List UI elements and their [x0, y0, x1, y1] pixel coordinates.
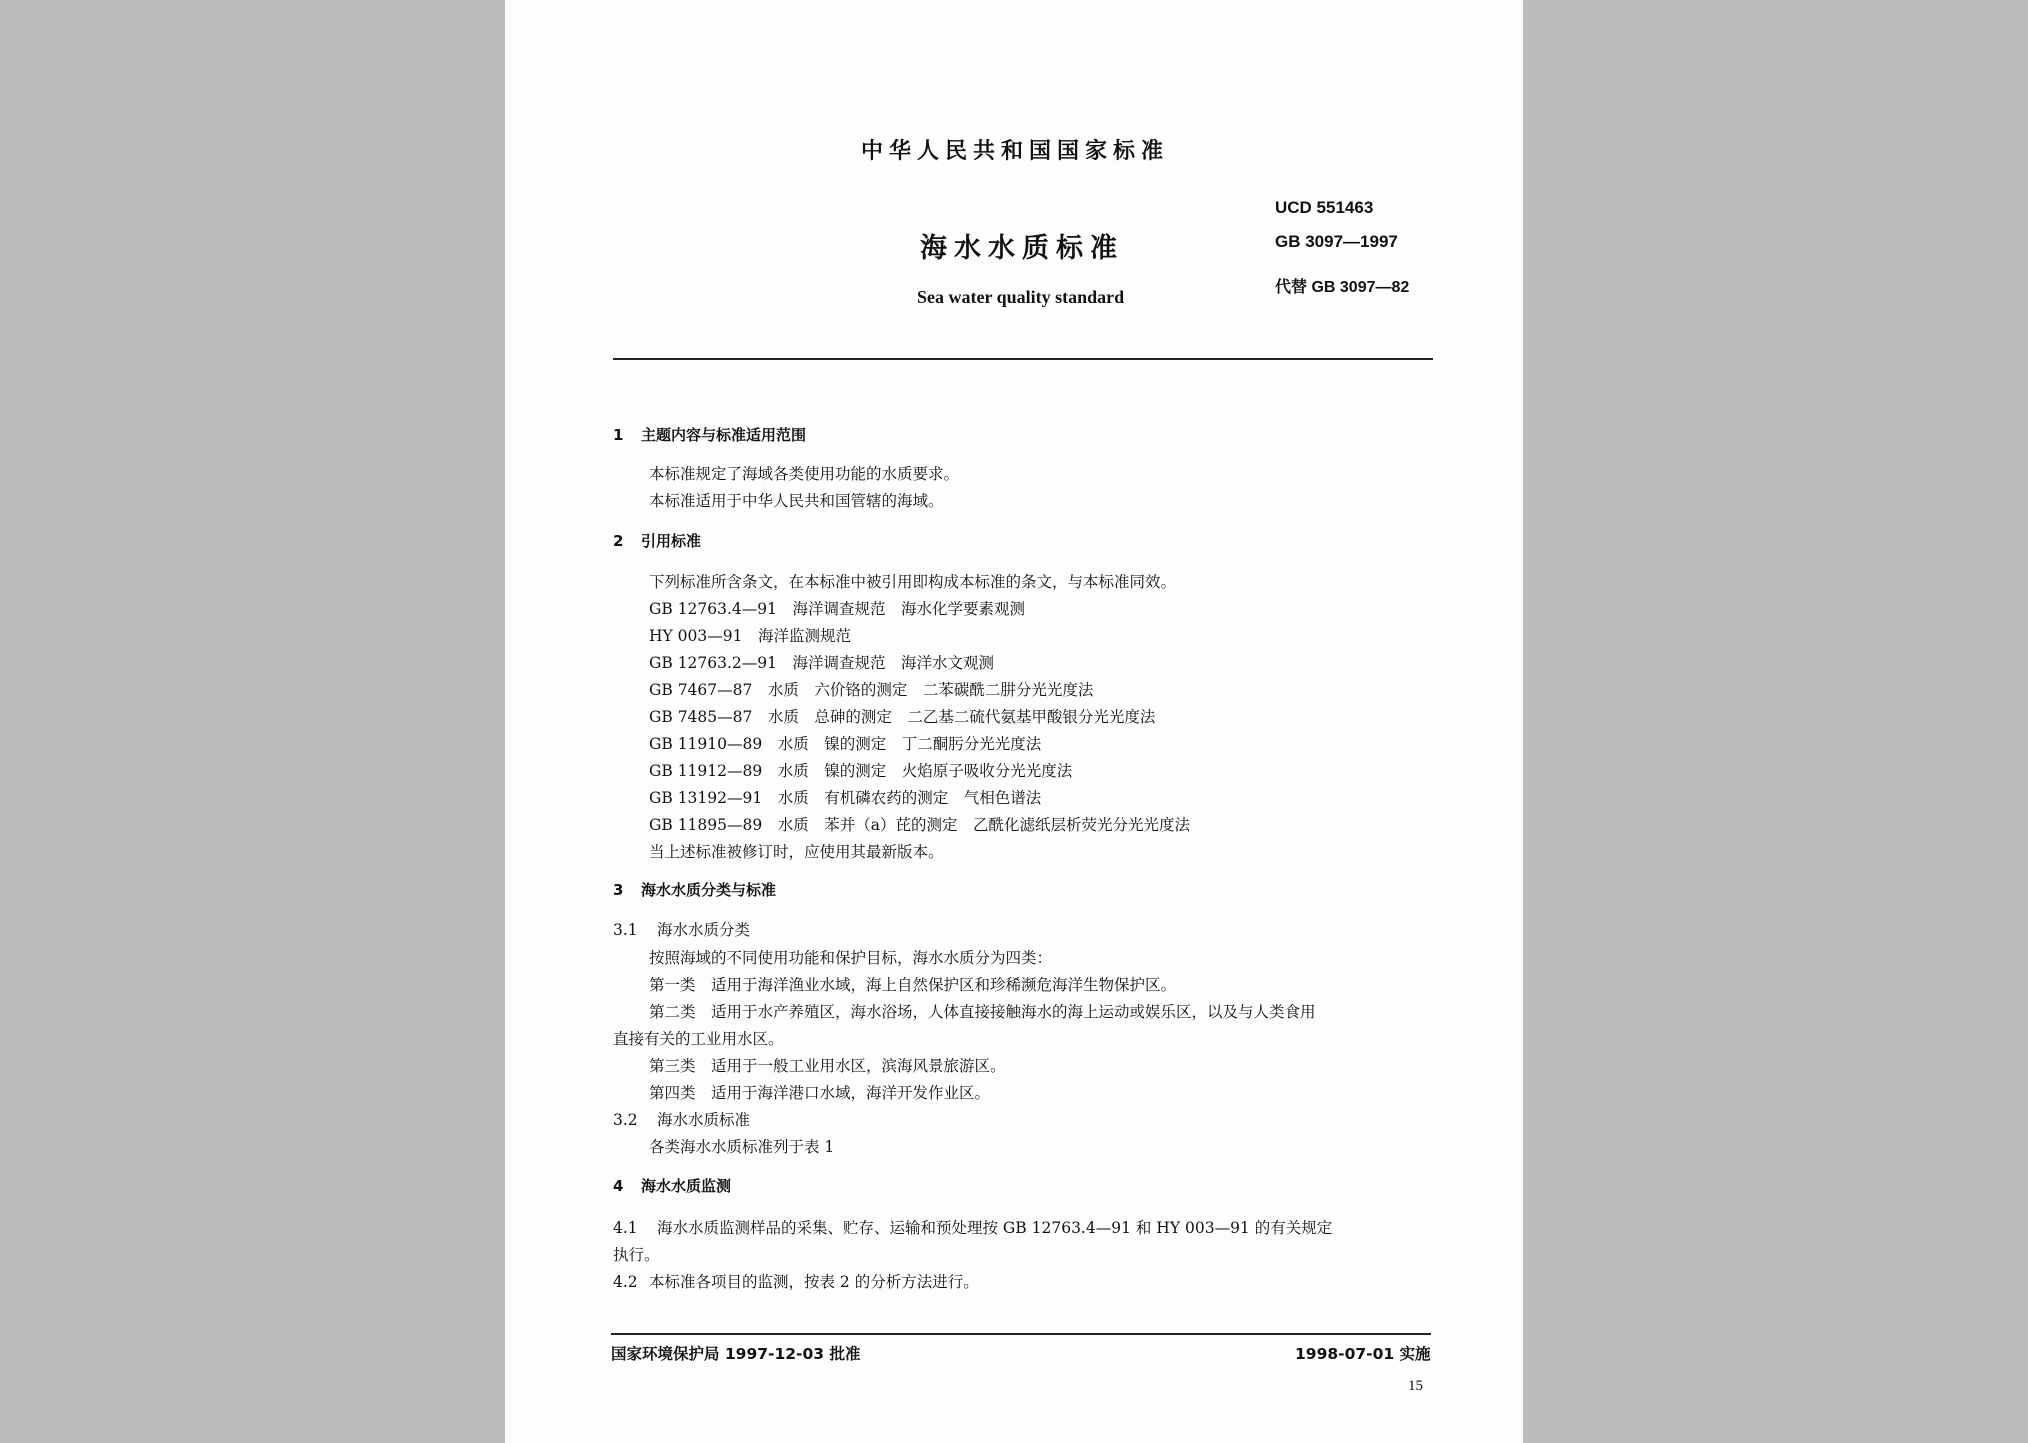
- reference-item: GB 7485—87 水质 总砷的测定 二乙基二硫代氨基甲酸银分光光度法: [649, 708, 1156, 726]
- subsection-3-2-text: 各类海水水质标准列于表 1: [649, 1138, 835, 1156]
- page-number: 15: [1408, 1378, 1423, 1394]
- gb-code: GB 3097—1997: [1275, 232, 1398, 251]
- reference-item: GB 13192—91 水质 有机磷农药的测定 气相色谱法: [649, 789, 1042, 807]
- section-1-heading: 1 主题内容与标准适用范围: [613, 426, 807, 444]
- subsection-3-2-heading: 3.2 海水水质标准: [613, 1111, 751, 1129]
- replaces-code: 代替 GB 3097—82: [1275, 279, 1410, 296]
- subsection-4-1-continued: 执行。: [613, 1246, 660, 1264]
- water-class-3: 第三类 适用于一般工业用水区，滨海风景旅游区。: [649, 1057, 1006, 1075]
- effective-date: 1998-07-01 实施: [1295, 1345, 1431, 1363]
- section-2-intro: 下列标准所含条文，在本标准中被引用即构成本标准的条文，与本标准同效。: [649, 573, 1177, 591]
- document-title: 海水水质标准: [920, 233, 1124, 264]
- water-class-2: 第二类 适用于水产养殖区，海水浴场，人体直接接触海水的海上运动或娱乐区，以及与人类食用: [649, 1003, 1316, 1021]
- reference-item: GB 7467—87 水质 六价铬的测定 二苯碳酰二肼分光光度法: [649, 681, 1094, 699]
- approval-date: 国家环境保护局 1997-12-03 批准: [611, 1345, 861, 1363]
- reference-item: GB 12763.2—91 海洋调查规范 海洋水文观测: [649, 654, 995, 672]
- subsection-3-1-intro: 按照海域的不同使用功能和保护目标，海水水质分为四类：: [649, 949, 1053, 967]
- header-divider: [613, 358, 1433, 360]
- reference-item: GB 11910—89 水质 镍的测定 丁二酮肟分光光度法: [649, 735, 1042, 753]
- subsection-4-1-text: 4.1 海水水质监测样品的采集、贮存、运输和预处理按 GB 12763.4—91 和 HY 003—91 的有关规定: [613, 1219, 1333, 1237]
- reference-item: GB 11895—89 水质 苯并（a）芘的测定 乙酰化滤纸层析荧光分光光度法: [649, 816, 1190, 834]
- section-1-paragraph: 本标准适用于中华人民共和国管辖的海域。: [649, 492, 944, 510]
- reference-item: HY 003—91 海洋监测规范: [649, 627, 851, 645]
- reference-item: GB 12763.4—91 海洋调查规范 海水化学要素观测: [649, 600, 1026, 618]
- subsection-3-1-heading: 3.1 海水水质分类: [613, 921, 751, 939]
- udc-code: UCD 551463: [1275, 198, 1374, 217]
- water-class-1: 第一类 适用于海洋渔业水域，海上自然保护区和珍稀濒危海洋生物保护区。: [649, 976, 1177, 994]
- section-4-heading: 4 海水水质监测: [613, 1177, 732, 1195]
- document-page: [505, 0, 1523, 1443]
- water-class-4: 第四类 适用于海洋港口水域，海洋开发作业区。: [649, 1084, 991, 1102]
- water-class-2-continued: 直接有关的工业用水区。: [613, 1030, 784, 1048]
- national-standard-heading: 中华人民共和国国家标准: [860, 139, 1169, 164]
- footer-divider: [611, 1333, 1431, 1335]
- subsection-4-2-text: 4.2 本标准各项目的监测，按表 2 的分析方法进行。: [613, 1273, 979, 1291]
- section-2-outro: 当上述标准被修订时，应使用其最新版本。: [649, 843, 944, 861]
- english-title: Sea water quality standard: [917, 287, 1125, 307]
- section-2-heading: 2 引用标准: [613, 532, 702, 550]
- section-1-paragraph: 本标准规定了海域各类使用功能的水质要求。: [649, 465, 960, 483]
- reference-item: GB 11912—89 水质 镍的测定 火焰原子吸收分光光度法: [649, 762, 1073, 780]
- section-3-heading: 3 海水水质分类与标准: [613, 881, 777, 899]
